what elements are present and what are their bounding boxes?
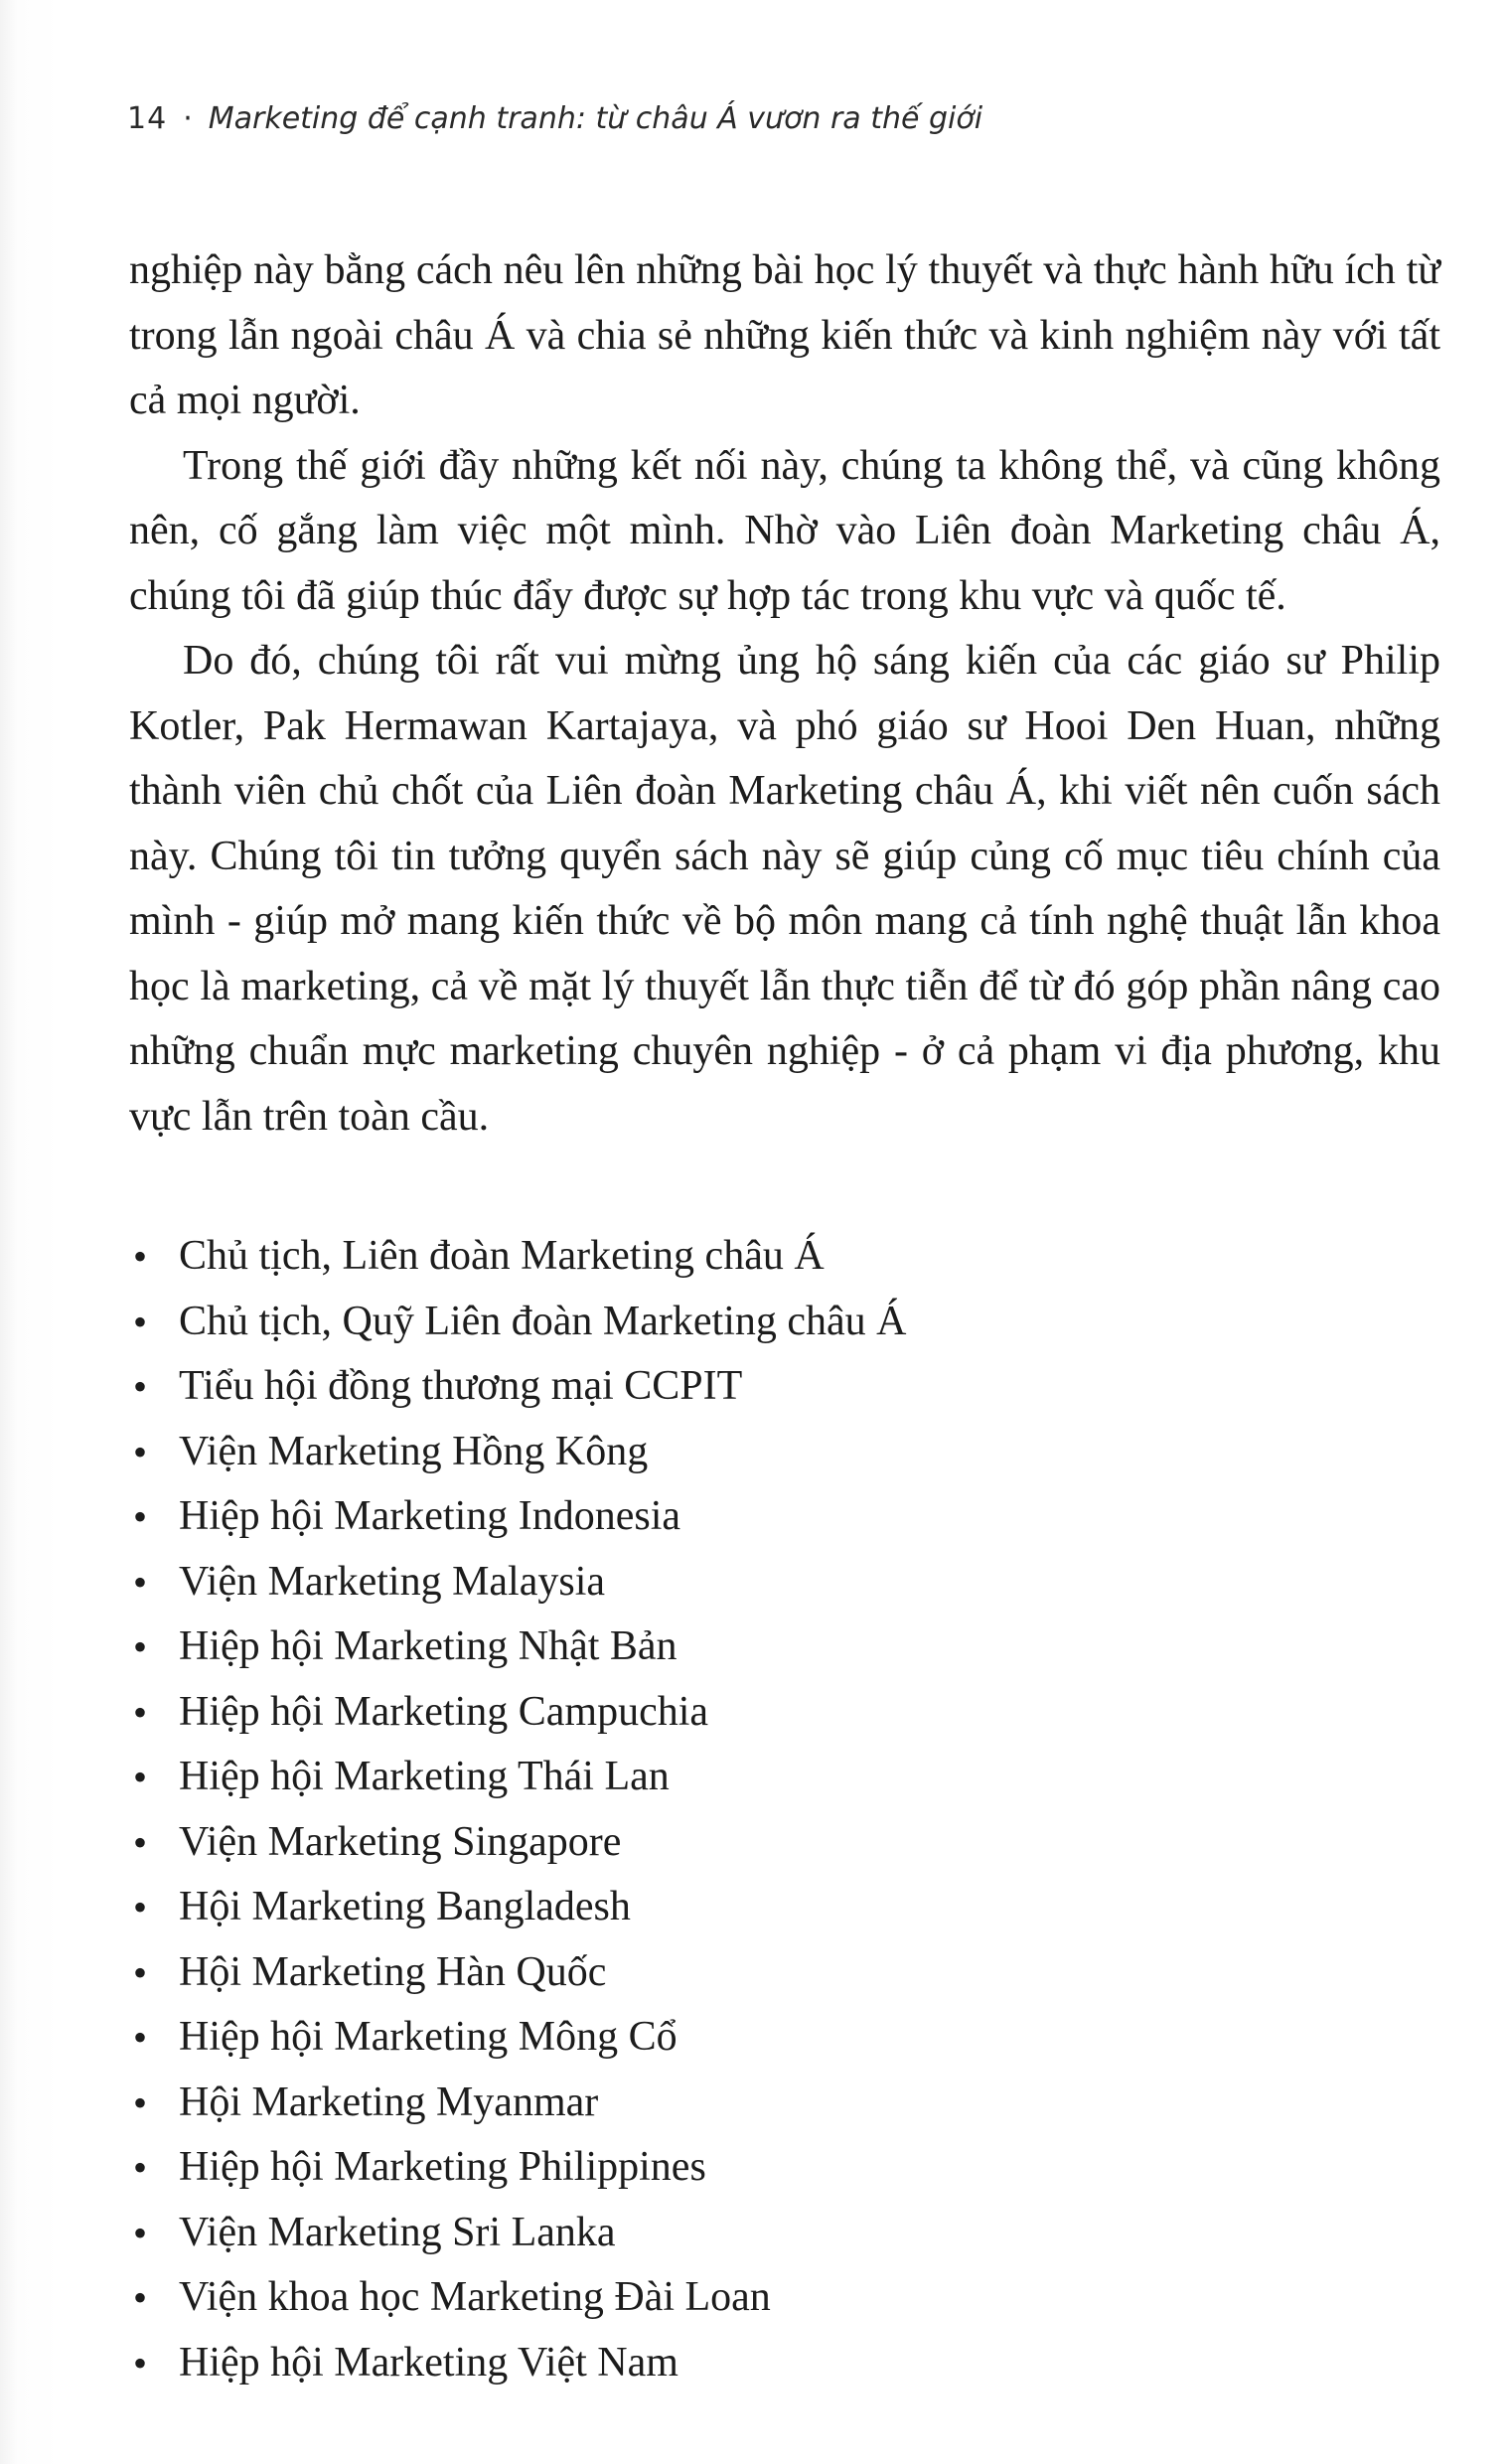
list-item-label: Hội Marketing Myanmar xyxy=(179,2079,599,2125)
bullet-icon: • xyxy=(133,2340,148,2386)
list-item-label: Viện Marketing Sri Lanka xyxy=(179,2209,616,2255)
list-item xyxy=(129,1810,1321,1876)
bullet-icon: • xyxy=(133,1624,148,1669)
list-item xyxy=(129,1484,1321,1550)
list-item-label: Hiệp hội Marketing Nhật Bản xyxy=(179,1623,678,1669)
list-item-label: Viện Marketing Singapore xyxy=(179,1818,622,1865)
bullet-icon: • xyxy=(133,1755,148,1799)
bullet-icon: • xyxy=(133,2015,148,2060)
list-item-label: Hiệp hội Marketing Campuchia xyxy=(179,1688,709,1735)
paragraph-continued: nghiệp này bằng cách nêu lên những bài học lý thuyết và thực hành hữu ích từ trong lẫn ngoài châu Á và chia sẻ những kiến thức và kinh nghiệm này với tất cả mọi người. xyxy=(129,247,1440,423)
list-item-label: Chủ tịch, Quỹ Liên đoàn Marketing châu Á xyxy=(179,1298,907,1344)
list-item xyxy=(129,1745,1321,1810)
list-item xyxy=(129,2331,1321,2396)
list-item-label: Hội Marketing Hàn Quốc xyxy=(179,1948,607,1995)
list-item xyxy=(129,2071,1321,2136)
organization-list xyxy=(129,1224,1321,2395)
list-item xyxy=(129,1680,1321,1746)
bullet-icon: • xyxy=(133,1949,148,1995)
list-item-label: Chủ tịch, Liên đoàn Marketing châu Á xyxy=(179,1233,825,1279)
list-item xyxy=(129,1224,1321,1290)
list-item xyxy=(129,1875,1321,1940)
bullet-icon: • xyxy=(133,1559,148,1605)
bullet-icon: • xyxy=(133,2275,148,2320)
list-item-label: Hiệp hội Marketing Indonesia xyxy=(179,1493,681,1539)
list-item-label: Hiệp hội Marketing Việt Nam xyxy=(179,2339,678,2386)
list-item xyxy=(129,2005,1321,2071)
book-title: Marketing để cạnh tranh: từ châu Á vươn ra thế giới xyxy=(208,101,983,136)
header-separator: · xyxy=(183,101,193,136)
list-item-label: Viện Marketing Malaysia xyxy=(179,1558,606,1605)
list-item xyxy=(129,2201,1321,2266)
list-item-label: Viện khoa học Marketing Đài Loan xyxy=(179,2274,771,2320)
list-item xyxy=(129,1940,1321,2006)
bullet-icon: • xyxy=(133,1885,148,1929)
bullet-icon: • xyxy=(133,2079,148,2125)
list-item xyxy=(129,1354,1321,1420)
list-item xyxy=(129,1290,1321,1355)
list-item xyxy=(129,2265,1321,2331)
list-item-label: Hiệp hội Marketing Philippines xyxy=(179,2144,706,2190)
running-header xyxy=(127,101,982,136)
bullet-icon: • xyxy=(133,1689,148,1735)
list-item-label: Tiểu hội đồng thương mại CCPIT xyxy=(179,1363,743,1409)
list-item xyxy=(129,1420,1321,1485)
list-item-label: Hội Marketing Bangladesh xyxy=(179,1884,631,1929)
bullet-icon: • xyxy=(133,1494,148,1539)
list-item-label: Viện Marketing Hồng Kông xyxy=(179,1428,649,1474)
list-item xyxy=(129,1550,1321,1616)
page-number: 14 xyxy=(127,101,168,136)
body-text xyxy=(129,238,1440,1150)
bullet-icon: • xyxy=(133,1819,148,1865)
bullet-icon: • xyxy=(133,1364,148,1409)
paragraph: Do đó, chúng tôi rất vui mừng ủng hộ sáng kiến của các giáo sư Philip Kotler, Pak Hermawan Kartajaya, và phó giáo sư Hooi Den Huan, những thành viên chủ chốt của Liên đoàn Marketing châu Á, khi viết nên cuốn sách này. Chúng tôi tin tưởng quyển sách này sẽ giúp củng cố mục tiêu chính của mình - giúp mở mang kiến thức về bộ môn mang cả tính nghệ thuật lẫn khoa học là marketing, cả về mặt lý thuyết lẫn thực tiễn để từ đó góp phần nâng cao những chuẩn mực marketing chuyên nghiệp - ở cả phạm vi địa phương, khu vực lẫn trên toàn cầu. xyxy=(129,638,1440,1140)
bullet-icon: • xyxy=(133,1234,148,1279)
list-item-label: Hiệp hội Marketing Mông Cổ xyxy=(179,2014,678,2060)
bullet-icon: • xyxy=(133,1299,148,1344)
paragraph: Trong thế giới đầy những kết nối này, chúng ta không thể, và cũng không nên, cố gắng làm việc một mình. Nhờ vào Liên đoàn Marketing châu Á, chúng tôi đã giúp thúc đẩy được sự hợp tác trong khu vực và quốc tế. xyxy=(129,442,1440,619)
list-item-label: Hiệp hội Marketing Thái Lan xyxy=(179,1754,670,1799)
list-item xyxy=(129,1615,1321,1680)
bullet-icon: • xyxy=(133,1429,148,1474)
bullet-icon: • xyxy=(133,2145,148,2190)
bullet-icon: • xyxy=(133,2210,148,2255)
list-item xyxy=(129,2135,1321,2201)
